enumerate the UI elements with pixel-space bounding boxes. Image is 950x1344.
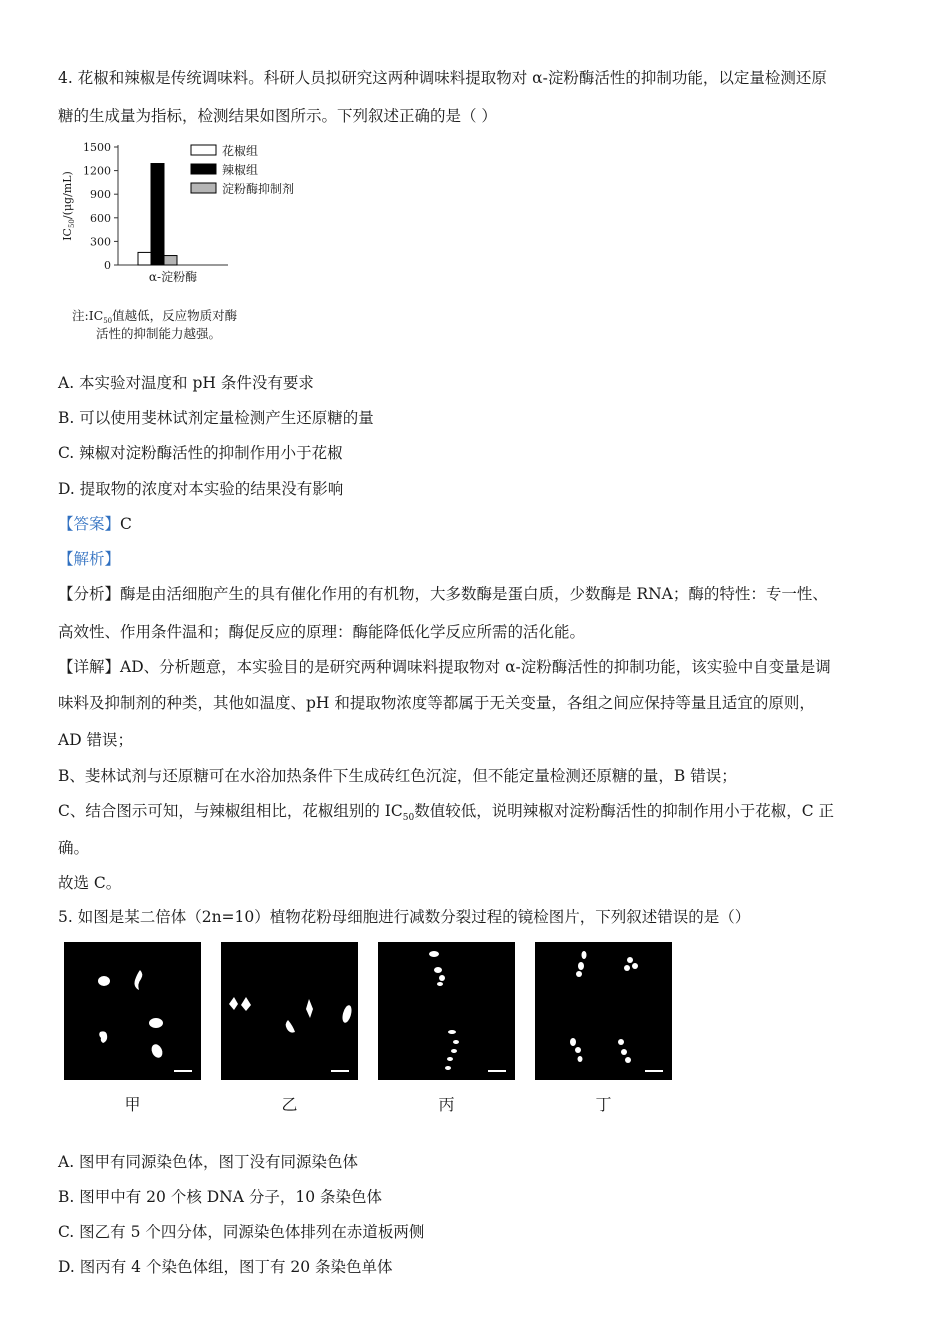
q4-option-c: C. 辣椒对淀粉酶活性的抑制作用小于花椒 [58, 444, 343, 462]
label-yi: 乙 [281, 1095, 298, 1114]
fenxi-line2: 高效性、作用条件温和；酶促反应的原理：酶能降低化学反应所需的活化能。 [58, 623, 586, 641]
q5-option-c: C. 图乙有 5 个四分体，同源染色体排列在赤道板两侧 [58, 1223, 425, 1241]
analysis-tag: 【解析】 [58, 550, 121, 568]
legend-swatch-3 [191, 183, 216, 193]
y-tick-label: 900 [90, 188, 111, 202]
q4-stem-line2: 糖的生成量为指标，检测结果如图所示。下列叙述正确的是（ ） [58, 107, 497, 125]
bar-2 [151, 164, 164, 265]
chromosomes-jia [64, 942, 201, 1080]
q4-option-d: D. 提取物的浓度对本实验的结果没有影响 [58, 480, 344, 498]
y-tick-label: 0 [104, 259, 111, 272]
y-tick-label: 1500 [83, 141, 111, 154]
label-ding: 丁 [595, 1095, 612, 1114]
legend-label-2: 辣椒组 [222, 163, 259, 177]
q5-stem: 5. 如图是某二倍体（2n=10）植物花粉母细胞进行减数分裂过程的镜检图片，下列叙述错误的是（） [58, 908, 751, 926]
micrograph-bing [378, 942, 515, 1080]
legend-label-1: 花椒组 [222, 144, 259, 158]
chart-note-line1: 注$:IC_{50}$值越低，反应物质对酶 [72, 308, 238, 325]
legend-label-3: 淀粉酶抑制剂 [222, 182, 295, 196]
micrograph-yi [221, 942, 358, 1080]
chart-note-line2: 活性的抑制能力越强。 [96, 326, 222, 341]
y-tick-label: 300 [90, 235, 111, 249]
scale-bar [645, 1070, 663, 1072]
q4-option-b: B. 可以使用斐林试剂定量检测产生还原糖的量 [58, 409, 374, 427]
q5-option-a: A. 图甲有同源染色体，图丁没有同源染色体 [58, 1153, 359, 1171]
micrograph-ding [535, 942, 672, 1080]
chromosomes-yi [221, 942, 358, 1080]
bar-3 [164, 256, 177, 265]
answer-tag: 【答案】 [58, 515, 121, 533]
label-bing: 丙 [438, 1095, 455, 1114]
explain-c-part1: C、结合图示可知，与辣椒组相比，花椒组别的 IC [58, 802, 403, 820]
legend-swatch-2 [191, 164, 216, 174]
chromosomes-bing [378, 942, 515, 1080]
answer-value: C [120, 515, 132, 533]
bar-1 [138, 252, 151, 265]
x-category-label: α-淀粉酶 [148, 270, 198, 284]
scale-bar [488, 1070, 506, 1072]
xiangjie-tag: 【详解】 [58, 658, 121, 676]
explain-c-sub: 50 [402, 813, 415, 824]
explain-c-line2: 确。 [58, 839, 90, 857]
xiangjie-line2: 味料及抑制剂的种类，其他如温度、pH 和提取物浓度等都属于无关变量，各组之间应保持等量且适宜的原则， [58, 694, 815, 712]
y-axis-label: $IC_{50}/(\mu g/mL)$ [61, 171, 76, 241]
scale-bar [331, 1070, 349, 1072]
q4-option-a: A. 本实验对温度和 pH 条件没有要求 [58, 374, 314, 392]
y-tick-label: 1200 [83, 164, 111, 178]
xiangjie-line3: AD 错误； [58, 731, 134, 749]
explain-b: B、斐林试剂与还原糖可在水浴加热条件下生成砖红色沉淀，但不能定量检测还原糖的量，B 错误； [58, 767, 737, 785]
xiangjie-text1: AD、分析题意，本实验目的是研究两种调味料提取物对 α-淀粉酶活性的抑制功能，该实验中自变量是调 [120, 658, 831, 676]
label-jia: 甲 [124, 1095, 141, 1114]
q5-option-d: D. 图丙有 4 个染色体组，图丁有 20 条染色单体 [58, 1258, 393, 1276]
legend-swatch-1 [191, 145, 216, 155]
explain-c-line1 [58, 799, 834, 823]
answer-line [58, 512, 132, 534]
chromosomes-ding [535, 942, 672, 1080]
xiangjie-line1 [58, 655, 831, 677]
micrograph-jia [64, 942, 201, 1080]
fenxi-text1: 酶是由活细胞产生的具有催化作用的有机物，大多数酶是蛋白质，少数酶是 RNA；酶的特性：专一性、 [120, 585, 828, 603]
ic50-bar-chart [58, 134, 338, 349]
scale-bar [174, 1070, 192, 1072]
fenxi-line1 [58, 582, 828, 604]
explain-c-part2: 数值较低，说明辣椒对淀粉酶活性的抑制作用小于花椒，C 正 [414, 802, 835, 820]
conclusion: 故选 C。 [58, 874, 122, 892]
q5-option-b: B. 图甲中有 20 个核 DNA 分子，10 条染色体 [58, 1188, 383, 1206]
y-tick-label: 600 [90, 211, 111, 225]
fenxi-tag: 【分析】 [58, 585, 121, 603]
q4-stem-line1: 4. 花椒和辣椒是传统调味料。科研人员拟研究这两种调味料提取物对 α-淀粉酶活性的抑制功能，以定量检测还原 [58, 69, 827, 87]
